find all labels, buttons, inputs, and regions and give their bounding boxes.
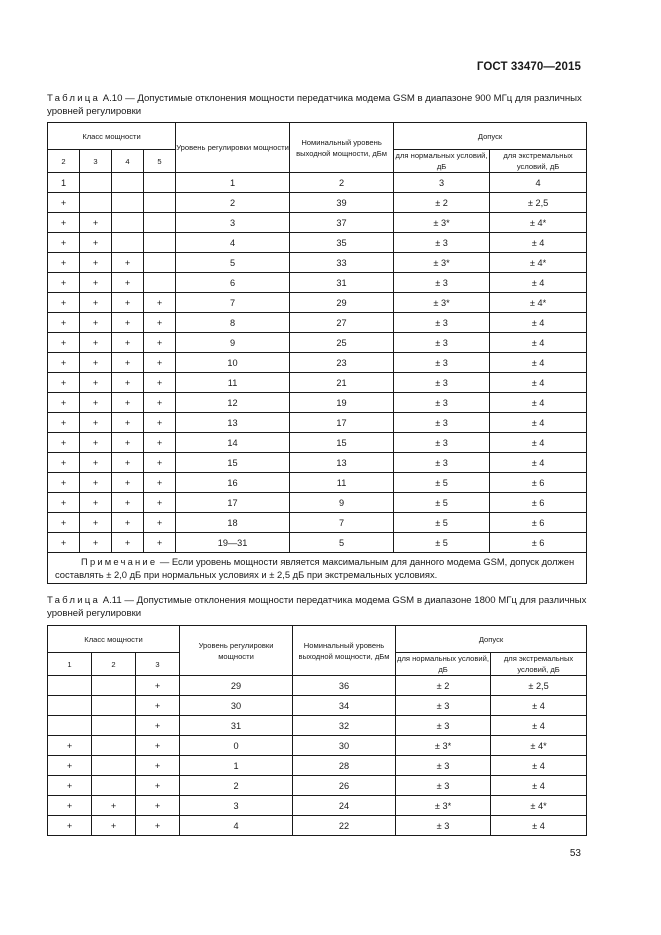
table-row — [48, 193, 587, 213]
table-cell: + — [112, 333, 144, 353]
table-cell: ± 3 — [396, 756, 491, 776]
table-cell: + — [48, 233, 80, 253]
column-index: 2 — [290, 173, 394, 193]
table-cell: + — [112, 493, 144, 513]
table-cell: 13 — [290, 453, 394, 473]
table-cell: + — [48, 533, 80, 553]
table-cell: ± 4 — [490, 453, 587, 473]
table-cell: + — [48, 273, 80, 293]
document-code: ГОСТ 33470—2015 — [476, 61, 581, 73]
table-cell: + — [144, 353, 176, 373]
table-cell: + — [80, 293, 112, 313]
table-cell: 32 — [293, 716, 396, 736]
table-cell: + — [48, 413, 80, 433]
table-cell: + — [112, 393, 144, 413]
column-index: 3 — [394, 173, 490, 193]
note-label: Примечание — [81, 556, 158, 567]
table-row — [48, 716, 587, 736]
table-row — [48, 676, 587, 696]
table-cell — [144, 273, 176, 293]
table-cell: + — [48, 433, 80, 453]
table-a10 — [47, 122, 587, 584]
table-cell: + — [136, 816, 180, 836]
table-cell: + — [80, 453, 112, 473]
table-cell: 3 — [176, 213, 290, 233]
table-cell: + — [80, 333, 112, 353]
table-cell: ± 4 — [490, 233, 587, 253]
table-row — [48, 253, 587, 273]
table-cell: + — [48, 373, 80, 393]
table-row — [48, 213, 587, 233]
table-row — [48, 533, 587, 553]
table-cell: 11 — [290, 473, 394, 493]
table-row — [48, 756, 587, 776]
table-cell: 12 — [176, 393, 290, 413]
table-cell: 9 — [176, 333, 290, 353]
table-cell: 8 — [176, 313, 290, 333]
table-cell: + — [136, 696, 180, 716]
table-cell: 27 — [290, 313, 394, 333]
table-cell: ± 6 — [490, 493, 587, 513]
table-cell: ± 3* — [396, 796, 491, 816]
table-row — [48, 776, 587, 796]
table-cell: 24 — [293, 796, 396, 816]
table-cell: ± 4 — [491, 816, 587, 836]
table-cell: + — [144, 313, 176, 333]
table-cell: 9 — [290, 493, 394, 513]
table-row — [48, 413, 587, 433]
table-cell: 11 — [176, 373, 290, 393]
table-cell: 6 — [176, 273, 290, 293]
table-cell: 5 — [290, 533, 394, 553]
table-cell — [80, 193, 112, 213]
table-row — [48, 473, 587, 493]
table-cell: ± 4 — [490, 273, 587, 293]
table-cell: ± 4 — [490, 353, 587, 373]
table-cell: + — [112, 253, 144, 273]
table-cell: ± 4 — [490, 333, 587, 353]
column-index-row — [48, 173, 587, 193]
table-cell: + — [80, 253, 112, 273]
table-cell: + — [80, 313, 112, 333]
table-cell: + — [112, 413, 144, 433]
table-cell: 4 — [180, 816, 293, 836]
table-cell: 5 — [176, 253, 290, 273]
table-cell: + — [92, 816, 136, 836]
table-cell: + — [48, 193, 80, 213]
table-cell: 19 — [290, 393, 394, 413]
table-cell — [92, 676, 136, 696]
table-cell: + — [48, 293, 80, 313]
table-cell: + — [92, 796, 136, 816]
table-cell: + — [112, 533, 144, 553]
table-cell: + — [48, 756, 92, 776]
table-row — [48, 313, 587, 333]
table-cell — [144, 213, 176, 233]
table-cell: ± 3 — [394, 233, 490, 253]
table-cell: ± 3 — [394, 373, 490, 393]
table-cell: ± 4 — [491, 716, 587, 736]
table-cell: ± 4 — [490, 373, 587, 393]
table-cell: ± 2,5 — [491, 676, 587, 696]
table-cell: 17 — [176, 493, 290, 513]
table-a10-caption — [47, 92, 587, 118]
table-cell: 29 — [180, 676, 293, 696]
table-cell — [144, 233, 176, 253]
table-cell: + — [80, 413, 112, 433]
table-cell — [92, 776, 136, 796]
table-cell — [48, 716, 92, 736]
table-cell: 2 — [176, 193, 290, 213]
table-cell: ± 2 — [396, 676, 491, 696]
table-cell: + — [112, 513, 144, 533]
header-level: Уровень регулировки мощности — [176, 123, 290, 173]
table-cell: ± 6 — [490, 533, 587, 553]
table-cell: + — [112, 273, 144, 293]
table-cell: 23 — [290, 353, 394, 373]
table-cell: ± 4* — [491, 796, 587, 816]
table-row — [48, 373, 587, 393]
table-cell: ± 4 — [491, 756, 587, 776]
table-cell: ± 3 — [396, 776, 491, 796]
table-cell: ± 3 — [394, 333, 490, 353]
header-normal-conditions: для нормальных условий, дБ — [395, 151, 488, 171]
column-index — [80, 173, 112, 193]
table-cell: + — [48, 353, 80, 373]
table-row — [48, 233, 587, 253]
table-cell: 19—31 — [176, 533, 290, 553]
table-cell: 10 — [176, 353, 290, 373]
table-cell: 16 — [176, 473, 290, 493]
table-cell: + — [112, 353, 144, 373]
header-extreme-conditions: для экстремальных условий, дБ — [491, 653, 587, 676]
table-a10-caption-label: Таблица — [47, 93, 101, 104]
table-row — [48, 353, 587, 373]
table-row — [48, 816, 587, 836]
table-cell: + — [112, 433, 144, 453]
table-cell — [144, 253, 176, 273]
table-cell: + — [144, 513, 176, 533]
table-cell: + — [48, 493, 80, 513]
table-cell: + — [80, 393, 112, 413]
table-cell: ± 4 — [491, 696, 587, 716]
table-cell: + — [112, 313, 144, 333]
column-index — [112, 173, 144, 193]
header-extreme-conditions: для экстремальных условий, дБ — [490, 150, 587, 173]
table-cell: ± 5 — [394, 533, 490, 553]
header-normal-conditions: для нормальных условий, дБ — [397, 654, 490, 674]
table-cell: ± 6 — [490, 513, 587, 533]
class-number: 1 — [48, 653, 92, 676]
table-cell: + — [112, 293, 144, 313]
table-row — [48, 273, 587, 293]
table-cell: + — [80, 213, 112, 233]
table-cell: + — [48, 393, 80, 413]
table-cell — [112, 233, 144, 253]
table-cell: ± 3 — [394, 353, 490, 373]
table-cell: + — [80, 273, 112, 293]
table-cell: 34 — [293, 696, 396, 716]
table-cell: + — [112, 473, 144, 493]
table-cell: ± 4* — [490, 293, 587, 313]
table-cell: + — [80, 473, 112, 493]
table-cell: + — [80, 373, 112, 393]
table-cell: ± 3 — [394, 273, 490, 293]
table-cell: ± 3* — [396, 736, 491, 756]
table-cell: 1 — [180, 756, 293, 776]
table-cell: + — [144, 453, 176, 473]
table-cell: ± 3* — [394, 293, 490, 313]
table-cell: ± 5 — [394, 473, 490, 493]
table-a11-caption-text: А.11 — Допустимые отклонения мощности передатчика модема GSM в диапазоне 1800 МГц для различных уровней регулировки — [47, 595, 587, 619]
header-nominal: Номинальный уровень выходной мощности, дБм — [293, 626, 396, 676]
note-text: — Если уровень мощности является максимальным для данного модема GSM, допуск должен составлять ± 2,0 дБ при нормальных условиях и ± 2,5 дБ при экстремальных условиях. — [55, 556, 575, 580]
header-nominal: Номинальный уровень выходной мощности, дБм — [290, 123, 394, 173]
table-cell: + — [144, 533, 176, 553]
header-power-class: Класс мощности — [48, 123, 176, 150]
table-cell — [92, 756, 136, 776]
table-row — [48, 513, 587, 533]
table-cell: + — [144, 493, 176, 513]
table-cell: + — [136, 796, 180, 816]
table-cell: + — [48, 213, 80, 233]
table-a10-note — [48, 553, 587, 584]
table-cell: ± 3 — [396, 696, 491, 716]
table-row — [48, 433, 587, 453]
table-row — [48, 696, 587, 716]
table-cell: ± 2 — [394, 193, 490, 213]
table-cell: + — [48, 473, 80, 493]
table-cell: + — [144, 293, 176, 313]
table-cell: 2 — [180, 776, 293, 796]
table-cell: + — [80, 353, 112, 373]
header-power-class: Класс мощности — [48, 626, 180, 653]
table-cell: ± 4 — [490, 413, 587, 433]
table-cell — [112, 193, 144, 213]
table-cell: + — [144, 373, 176, 393]
column-index: 4 — [490, 173, 587, 193]
table-cell: + — [48, 513, 80, 533]
table-cell: ± 4 — [490, 393, 587, 413]
page-number: 53 — [569, 848, 581, 859]
table-cell: 0 — [180, 736, 293, 756]
table-cell: ± 3 — [394, 433, 490, 453]
table-cell — [112, 213, 144, 233]
table-cell: + — [136, 736, 180, 756]
table-cell: ± 5 — [394, 493, 490, 513]
class-number: 2 — [48, 150, 80, 173]
table-cell: + — [48, 253, 80, 273]
table-cell: + — [48, 313, 80, 333]
table-cell: + — [80, 433, 112, 453]
table-cell: + — [80, 493, 112, 513]
table-cell: ± 5 — [394, 513, 490, 533]
table-cell: + — [48, 776, 92, 796]
table-cell: ± 3 — [394, 453, 490, 473]
table-cell: + — [48, 453, 80, 473]
table-cell: + — [112, 453, 144, 473]
table-row — [48, 493, 587, 513]
column-index: 1 — [176, 173, 290, 193]
table-cell: ± 3* — [394, 213, 490, 233]
table-row — [48, 333, 587, 353]
table-row — [48, 293, 587, 313]
header-level: Уровень регулировки мощности — [180, 626, 293, 676]
table-cell: 18 — [176, 513, 290, 533]
table-cell: 15 — [290, 433, 394, 453]
table-cell: 3 — [180, 796, 293, 816]
table-cell: ± 4* — [490, 253, 587, 273]
table-a11-caption-label: Таблица — [47, 595, 101, 606]
table-cell: 4 — [176, 233, 290, 253]
table-a11 — [47, 625, 587, 836]
table-cell: + — [112, 373, 144, 393]
table-cell: 21 — [290, 373, 394, 393]
table-cell: 36 — [293, 676, 396, 696]
table-cell: ± 4 — [490, 313, 587, 333]
table-cell — [48, 676, 92, 696]
table-row — [48, 796, 587, 816]
table-cell: + — [48, 816, 92, 836]
table-cell: ± 3 — [394, 413, 490, 433]
header-tolerance: Допуск — [396, 626, 587, 653]
table-cell: ± 2,5 — [490, 193, 587, 213]
table-cell: 31 — [290, 273, 394, 293]
table-a11-caption — [47, 594, 587, 620]
table-cell: 26 — [293, 776, 396, 796]
table-cell: ± 4 — [491, 776, 587, 796]
table-cell: 29 — [290, 293, 394, 313]
class-number: 2 — [92, 653, 136, 676]
table-cell: + — [136, 676, 180, 696]
table-cell — [144, 193, 176, 213]
table-cell: 30 — [293, 736, 396, 756]
table-cell: 17 — [290, 413, 394, 433]
table-row — [48, 736, 587, 756]
table-cell: ± 3* — [394, 253, 490, 273]
table-cell — [92, 736, 136, 756]
table-cell: 22 — [293, 816, 396, 836]
table-cell: ± 6 — [490, 473, 587, 493]
table-cell: 7 — [176, 293, 290, 313]
table-cell: + — [80, 233, 112, 253]
table-cell: ± 3 — [394, 393, 490, 413]
table-row — [48, 393, 587, 413]
table-cell: ± 4 — [490, 433, 587, 453]
table-cell: + — [48, 796, 92, 816]
class-number: 3 — [136, 653, 180, 676]
table-cell: 31 — [180, 716, 293, 736]
table-cell: + — [48, 736, 92, 756]
column-index: 1 — [48, 173, 80, 193]
table-cell — [92, 716, 136, 736]
table-cell: 30 — [180, 696, 293, 716]
table-cell: + — [144, 393, 176, 413]
table-cell: + — [136, 756, 180, 776]
table-cell: 37 — [290, 213, 394, 233]
class-number: 5 — [144, 150, 176, 173]
table-cell: ± 3 — [396, 816, 491, 836]
table-cell: + — [48, 333, 80, 353]
table-cell: + — [144, 333, 176, 353]
table-cell: + — [80, 513, 112, 533]
table-cell — [92, 696, 136, 716]
table-cell: 13 — [176, 413, 290, 433]
table-a10-caption-text: А.10 — Допустимые отклонения мощности передатчика модема GSM в диапазоне 900 МГц для различных уровней регулировки — [47, 93, 582, 117]
table-cell: ± 4* — [490, 213, 587, 233]
table-cell: 14 — [176, 433, 290, 453]
table-cell: 33 — [290, 253, 394, 273]
table-cell: 7 — [290, 513, 394, 533]
table-cell: ± 3 — [394, 313, 490, 333]
table-cell: + — [144, 433, 176, 453]
table-cell: 28 — [293, 756, 396, 776]
header-tolerance: Допуск — [394, 123, 587, 150]
table-cell: + — [80, 533, 112, 553]
column-index — [144, 173, 176, 193]
table-cell — [48, 696, 92, 716]
class-number: 4 — [112, 150, 144, 173]
table-cell: ± 3 — [396, 716, 491, 736]
table-cell: 25 — [290, 333, 394, 353]
table-row — [48, 453, 587, 473]
table-cell: ± 4* — [491, 736, 587, 756]
class-number: 3 — [80, 150, 112, 173]
table-cell: 15 — [176, 453, 290, 473]
table-cell: + — [144, 413, 176, 433]
table-cell: + — [136, 716, 180, 736]
table-cell: 39 — [290, 193, 394, 213]
table-cell: + — [136, 776, 180, 796]
table-cell: + — [144, 473, 176, 493]
table-cell: 35 — [290, 233, 394, 253]
